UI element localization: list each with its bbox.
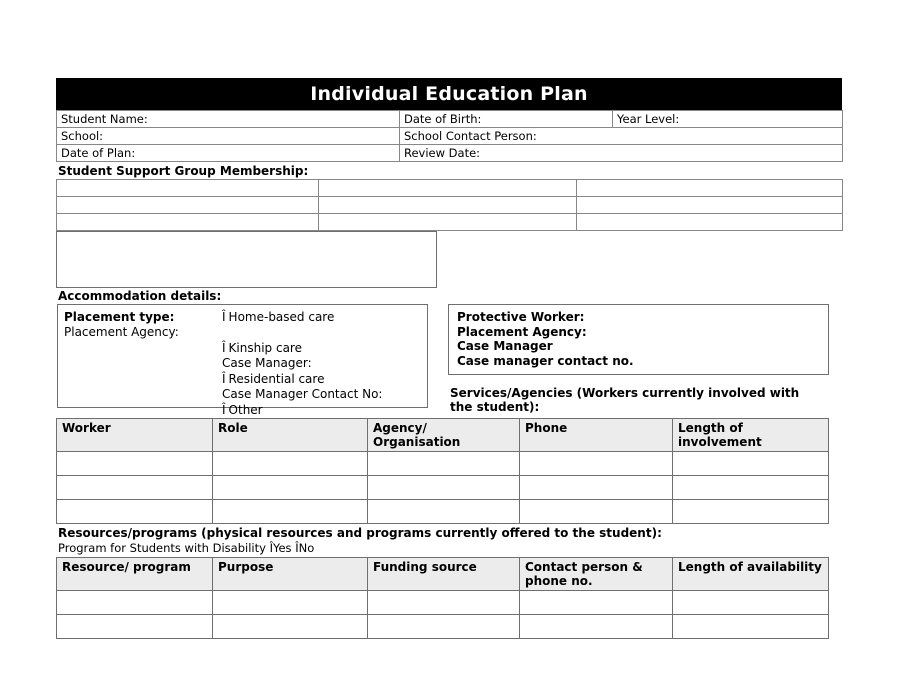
checkbox-icon-no[interactable]: Î — [295, 541, 299, 555]
support-group-cell[interactable] — [57, 180, 319, 197]
services-cell[interactable] — [213, 452, 368, 476]
disability-program-label: Program for Students with Disability — [58, 541, 266, 555]
resources-cell[interactable] — [673, 591, 829, 615]
checkbox-icon[interactable]: Î — [222, 402, 226, 417]
resources-programs-table — [56, 557, 829, 639]
spacer — [222, 326, 421, 341]
option-kinship-care[interactable] — [222, 341, 421, 357]
resources-cell[interactable] — [57, 591, 213, 615]
services-cell[interactable] — [520, 476, 673, 500]
services-cell[interactable] — [213, 476, 368, 500]
services-cell[interactable] — [57, 476, 213, 500]
column-header-worker: Worker — [57, 419, 213, 452]
student-name-field[interactable]: Student Name: — [57, 111, 400, 128]
date-of-birth-field[interactable]: Date of Birth: — [400, 111, 613, 128]
support-group-cell[interactable] — [577, 197, 843, 214]
column-header-funding-source: Funding source — [368, 558, 520, 591]
table-row — [57, 197, 843, 214]
resources-heading: Resources/programs (physical resources and programs currently offered to the student): — [58, 526, 662, 540]
services-cell[interactable] — [368, 500, 520, 524]
column-header-length-of-involvement: Length of involvement — [673, 419, 829, 452]
column-header-purpose: Purpose — [213, 558, 368, 591]
support-group-table — [56, 179, 843, 231]
services-agencies-table — [56, 418, 829, 524]
option-residential-care[interactable] — [222, 372, 421, 388]
protective-case-manager-label[interactable]: Case Manager — [457, 339, 553, 353]
disability-program-line — [58, 541, 842, 555]
support-group-heading: Student Support Group Membership: — [58, 164, 309, 178]
placement-options — [222, 310, 421, 418]
protective-case-manager-contact-label[interactable]: Case manager contact no. — [457, 353, 634, 368]
table-row — [57, 214, 843, 231]
services-cell[interactable] — [213, 500, 368, 524]
services-cell[interactable] — [673, 452, 829, 476]
placement-type-label: Placement type: — [64, 310, 175, 324]
disability-program-yes-label: Yes — [272, 541, 292, 555]
resources-cell[interactable] — [57, 615, 213, 639]
option-label: Residential care — [228, 371, 325, 386]
option-home-based-care[interactable] — [222, 310, 421, 326]
school-contact-person-field[interactable]: School Contact Person: — [400, 128, 843, 145]
column-header-role: Role — [213, 419, 368, 452]
table-row — [57, 128, 843, 145]
column-header-resource-program: Resource/ program — [57, 558, 213, 591]
table-row — [57, 591, 829, 615]
table-row — [57, 452, 829, 476]
case-manager-label[interactable]: Case Manager: — [222, 356, 312, 370]
table-row — [57, 615, 829, 639]
support-group-cell[interactable] — [577, 180, 843, 197]
checkbox-icon[interactable]: Î — [222, 310, 226, 324]
resources-cell[interactable] — [368, 615, 520, 639]
resources-cell[interactable] — [368, 591, 520, 615]
option-label: Home-based care — [228, 310, 335, 324]
page-title: Individual Education Plan — [56, 78, 842, 110]
table-header-row — [57, 558, 829, 591]
checkbox-icon[interactable]: Î — [222, 371, 226, 386]
services-cell[interactable] — [57, 500, 213, 524]
services-cell[interactable] — [673, 500, 829, 524]
services-cell[interactable] — [368, 452, 520, 476]
protective-placement-agency-label[interactable]: Placement Agency: — [457, 324, 587, 339]
table-header-row — [57, 419, 829, 452]
option-other[interactable] — [222, 403, 421, 419]
placement-agency-label[interactable]: Placement Agency: — [64, 325, 179, 339]
placement-labels — [64, 310, 222, 418]
placement-type-box — [57, 304, 428, 417]
support-group-cell[interactable] — [577, 214, 843, 231]
student-identity-table — [56, 110, 843, 162]
column-header-length-of-availability: Length of availability — [673, 558, 829, 591]
school-field[interactable]: School: — [57, 128, 400, 145]
protective-worker-label[interactable]: Protective Worker: — [457, 310, 585, 324]
disability-program-no-label: No — [298, 541, 315, 555]
resources-cell[interactable] — [520, 591, 673, 615]
table-row — [57, 111, 843, 128]
accommodation-section — [56, 304, 842, 416]
resources-cell[interactable] — [520, 615, 673, 639]
option-label: Other — [228, 402, 263, 417]
case-manager-contact-label[interactable]: Case Manager Contact No: — [222, 387, 383, 401]
services-cell[interactable] — [57, 452, 213, 476]
column-header-phone: Phone — [520, 419, 673, 452]
table-row — [57, 180, 843, 197]
review-date-field[interactable]: Review Date: — [400, 145, 843, 162]
support-group-cell[interactable] — [319, 180, 577, 197]
document-body — [56, 78, 842, 639]
services-cell[interactable] — [673, 476, 829, 500]
table-row — [57, 145, 843, 162]
column-header-contact-person-phone: Contact person & phone no. — [520, 558, 673, 591]
resources-cell[interactable] — [673, 615, 829, 639]
services-heading: Services/Agencies (Workers currently involved with the student): — [450, 386, 800, 414]
table-row — [57, 476, 829, 500]
resources-cell[interactable] — [213, 591, 368, 615]
support-group-notes-box[interactable] — [56, 231, 437, 288]
accommodation-heading: Accommodation details: — [58, 289, 222, 303]
support-group-cell[interactable] — [319, 214, 577, 231]
resources-cell[interactable] — [213, 615, 368, 639]
checkbox-icon[interactable]: Î — [222, 340, 226, 355]
services-cell[interactable] — [520, 452, 673, 476]
protective-worker-box — [448, 304, 829, 375]
year-level-field[interactable]: Year Level: — [613, 111, 843, 128]
checkbox-icon-yes[interactable]: Î — [269, 541, 273, 555]
support-group-cell[interactable] — [319, 197, 577, 214]
services-cell[interactable] — [368, 476, 520, 500]
support-group-cell[interactable] — [57, 197, 319, 214]
column-header-agency-organisation: Agency/ Organisation — [368, 419, 520, 452]
services-cell[interactable] — [520, 500, 673, 524]
support-group-cell[interactable] — [57, 214, 319, 231]
date-of-plan-field[interactable]: Date of Plan: — [57, 145, 400, 162]
table-row — [57, 500, 829, 524]
option-label: Kinship care — [228, 340, 302, 355]
